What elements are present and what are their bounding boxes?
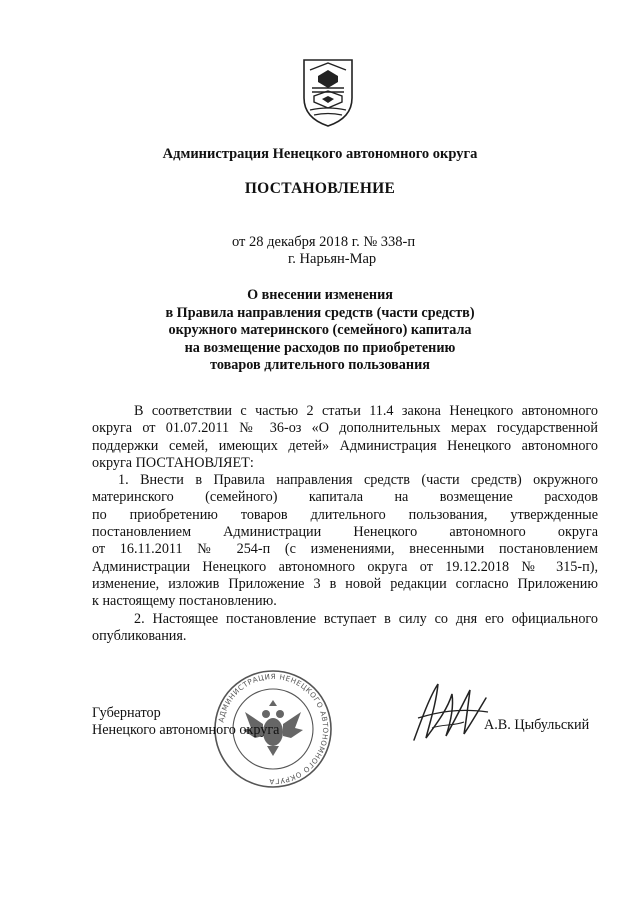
title-line: О внесении изменения (247, 287, 393, 303)
body-line: постановлением Администрации Ненецкого автономного округа (92, 524, 598, 541)
body-line: материнского (семейного) капитала на возмещение расходов (92, 489, 598, 506)
body-line: поддержки семей, имеющих детей» Администрация Ненецкого автономного (92, 437, 598, 454)
title-line: на возмещение расходов по приобретению (184, 339, 456, 356)
signatory-name: А.В. Цыбульский (484, 717, 590, 733)
body-line: изменение, изложив Приложение 3 в новой редакции согласно Приложению (92, 575, 598, 592)
document-place: г. Нарьян-Мар (288, 251, 377, 267)
title-line: в Правила направления средств (части средств) (165, 304, 475, 321)
body-line: округа ПОСТАНОВЛЯЕТ: (92, 454, 254, 471)
body-line: к настоящему постановлению. (92, 593, 277, 610)
document-date-number: от 28 декабря 2018 г. № 338-п (232, 234, 416, 250)
body-line: 1. Внести в Правила направления средств (части средств) окружного (118, 472, 598, 489)
body-line: от 16.11.2011 № 254-п (с изменениями, внесенными постановлением (92, 541, 598, 558)
document-body (92, 403, 598, 645)
paragraph-item-2 (92, 611, 598, 646)
signatory-position-line2: Ненецкого автономного округа (92, 722, 280, 738)
document-type: ПОСТАНОВЛЕНИЕ (244, 180, 396, 197)
body-line: по приобретению товаров длительного пользования, утвержденные (92, 506, 598, 523)
paragraph-item-1 (92, 472, 598, 610)
body-line: В соответствии с частью 2 статьи 11.4 закона Ненецкого автономного (134, 403, 598, 419)
signatory-position-line1: Губернатор (92, 705, 161, 721)
body-line: округа от 01.07.2011 № 36-оз «О дополнительных мерах государственной (92, 420, 598, 437)
title-line: окружного материнского (семейного) капитала (168, 322, 472, 338)
body-line: 2. Настоящее постановление вступает в силу со дня его официального (134, 610, 598, 627)
handwritten-signature (408, 678, 494, 748)
coat-of-arms-emblem (302, 58, 354, 128)
paragraph-preamble (92, 403, 598, 472)
organization-name: Администрация Ненецкого автономного округа (162, 146, 478, 162)
body-line: опубликования. (92, 627, 187, 644)
title-line: товаров длительного пользования (210, 357, 430, 373)
stamp-text: АДМИНИСТРАЦИЯ НЕНЕЦКОГО АВТОНОМНОГО ОКРУГА (216, 671, 331, 787)
document-title (0, 287, 640, 375)
body-line: Администрации Ненецкого автономного округа от 19.12.2018 № 315-п), (92, 558, 598, 575)
